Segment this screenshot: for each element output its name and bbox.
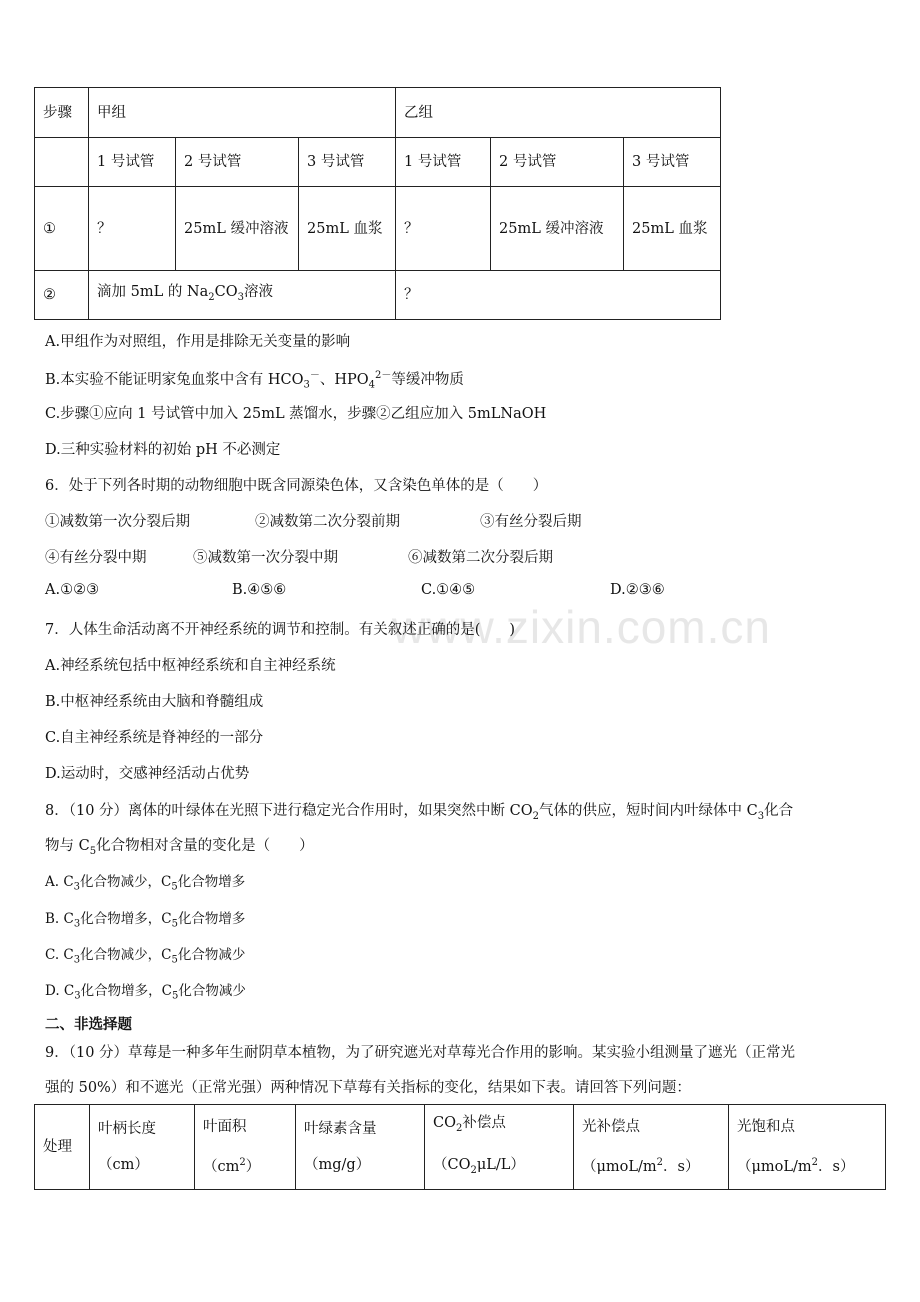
step-cell: ？ <box>89 187 176 271</box>
q5-option-a: A.甲组作为对照组，作用是排除无关变量的影响 <box>45 334 351 350</box>
empty-cell <box>35 138 89 187</box>
header-group-b: 乙组 <box>396 88 721 138</box>
q6-option: C.①④⑤ <box>421 582 476 598</box>
watermark: www.zixin.com.cn <box>392 601 771 653</box>
q5-option-d: D.三种实验材料的初始 pH 不必测定 <box>45 442 281 458</box>
q9-stem-line2: 强的 50%）和不遮光（正常光强）两种情况下草莓有关指标的变化，结果如下表。请回答下列问题： <box>45 1080 691 1096</box>
step-label: ① <box>35 187 89 271</box>
q6-stem: 6．处于下列各时期的动物细胞中既含同源染色体，又含染色单体的是（ ） <box>45 478 548 494</box>
header-group-a: 甲组 <box>89 88 396 138</box>
q6-items-row2 <box>45 546 553 567</box>
col-treatment: 处理 <box>35 1105 90 1190</box>
q8-option-b: B. $C_3$化合物增多，$C_5$化合物增多 <box>45 911 246 930</box>
q7-stem: 7．人体生命活动离不开神经系统的调节和控制。有关叙述正确的是( ) <box>45 622 516 638</box>
q6-item: ②减数第二次分裂前期 <box>255 514 400 530</box>
col-light-compensation: 光补偿点 （$\mu moL/m^2$．s） <box>574 1105 729 1190</box>
q6-options <box>45 582 665 598</box>
strawberry-indicators-table <box>34 1104 886 1190</box>
step-cell: 滴加 5mL 的 $Na_2CO_3$溶液 <box>89 271 396 320</box>
step-label: ② <box>35 271 89 320</box>
step-cell: ？ <box>396 187 491 271</box>
col-petiole-length: 叶柄长度 （cm） <box>90 1105 195 1190</box>
step-cell: 25mL 血浆 <box>624 187 721 271</box>
q8-stem-line2: 物与 $C_5$化合物相对含量的变化是（ ） <box>45 838 314 857</box>
q8-option-c: C. $C_3$化合物减少，$C_5$化合物减少 <box>45 947 246 966</box>
tube-label: 3 号试管 <box>624 138 721 187</box>
col-light-saturation: 光饱和点 （$\mu moL/m^2$．s） <box>729 1105 886 1190</box>
header-step: 步骤 <box>35 88 89 138</box>
q6-option: D.②③⑥ <box>610 582 665 598</box>
q6-item: ④有丝分裂中期 <box>45 550 147 566</box>
q6-item: ③有丝分裂后期 <box>480 514 582 530</box>
q6-item: ⑥减数第二次分裂后期 <box>408 550 553 566</box>
q8-stem-line1: 8．（10 分）离体的叶绿体在光照下进行稳定光合作用时，如果突然中断 $CO_2$气体的供应，短时间内叶绿体中 $C_3$化合 <box>45 803 794 822</box>
tube-label: 3 号试管 <box>299 138 396 187</box>
step-cell: 25mL 缓冲溶液 <box>491 187 624 271</box>
q6-items-row1 <box>45 510 582 531</box>
tube-label: 1 号试管 <box>89 138 176 187</box>
tube-label: 2 号试管 <box>491 138 624 187</box>
step-cell: 25mL 缓冲溶液 <box>176 187 299 271</box>
step-cell: ？ <box>396 271 721 320</box>
q6-option: A.①②③ <box>45 582 100 598</box>
q8-option-a: A. $C_3$化合物减少，$C_5$化合物增多 <box>45 874 246 893</box>
col-leaf-area: 叶面积 $(cm^2)$ <box>195 1105 296 1190</box>
q7-option-a: A.神经系统包括中枢神经系统和自主神经系统 <box>45 658 336 674</box>
tube-label: 1 号试管 <box>396 138 491 187</box>
q9-stem-line1: 9．（10 分）草莓是一种多年生耐阴草本植物，为了研究遮光对草莓光合作用的影响。某实验小组测量了遮光（正常光 <box>45 1045 796 1061</box>
col-co2-compensation: $CO_2$补偿点 $(CO_2\mu L/L)$ <box>425 1105 574 1190</box>
q7-option-b: B.中枢神经系统由大脑和脊髓组成 <box>45 694 264 710</box>
q5-option-b: B.本实验不能证明家兔血浆中含有 $HCO_3^-$、$HPO_4^{2-}$等缓冲物质 <box>45 370 464 391</box>
q6-option: B.④⑤⑥ <box>232 582 287 598</box>
q6-item: ⑤减数第一次分裂中期 <box>193 550 338 566</box>
q8-option-d: D. $C_3$化合物增多，$C_5$化合物减少 <box>45 983 246 1002</box>
col-chlorophyll: 叶绿素含量 （mg/g） <box>296 1105 425 1190</box>
step-cell: 25mL 血浆 <box>299 187 396 271</box>
q7-option-c: C.自主神经系统是脊神经的一部分 <box>45 730 264 746</box>
q5-option-c: C.步骤①应向 1 号试管中加入 25mL 蒸馏水，步骤②乙组应加入 5mLNaOH <box>45 406 547 422</box>
experiment-steps-table <box>34 87 721 320</box>
tube-label: 2 号试管 <box>176 138 299 187</box>
q7-option-d: D.运动时，交感神经活动占优势 <box>45 766 250 782</box>
section-heading: 二、非选择题 <box>45 1016 132 1033</box>
q6-item: ①减数第一次分裂后期 <box>45 514 190 530</box>
